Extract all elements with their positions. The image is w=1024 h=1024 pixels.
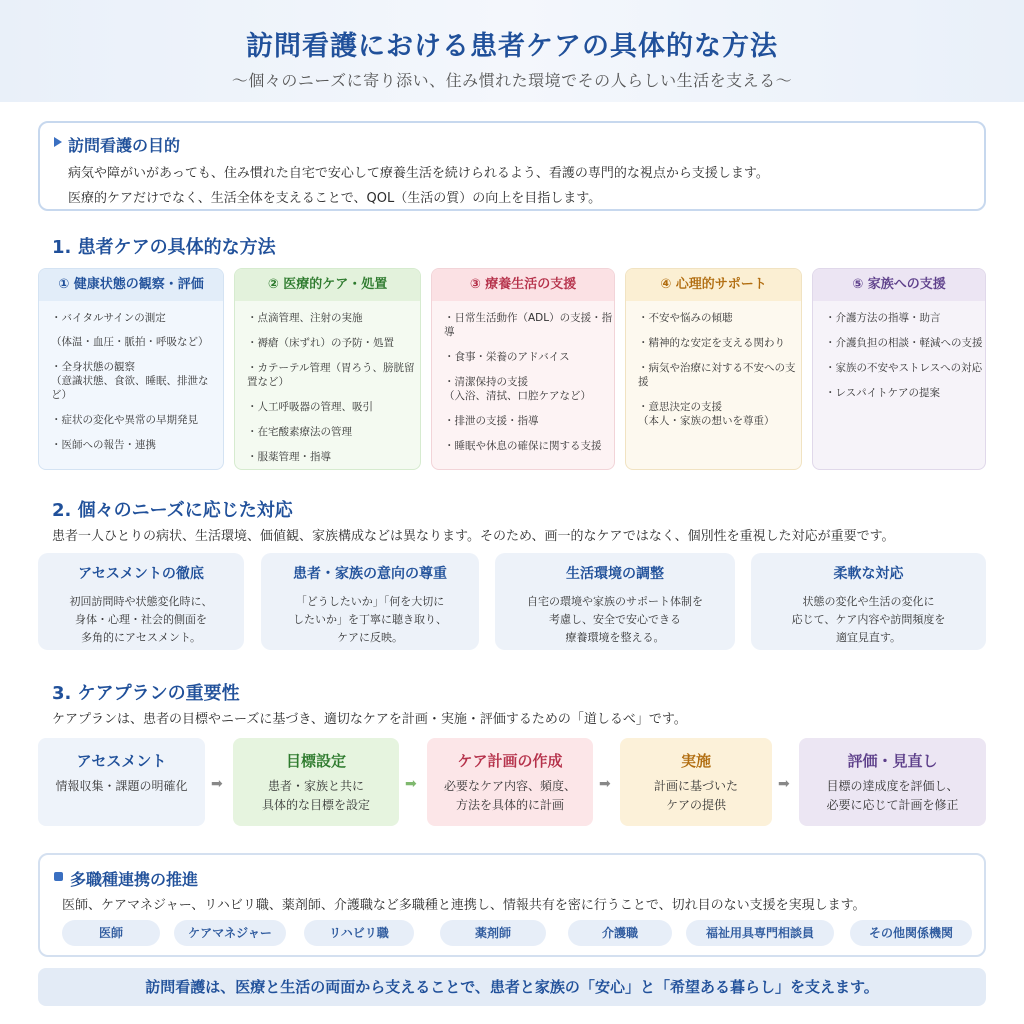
list-item: ・不安や悩みの傾聴	[638, 312, 733, 324]
step-title: 評価・見直し	[847, 752, 938, 770]
list-item: ・医師への報告・連携	[51, 439, 156, 451]
care-card-title: ⑤ 家族への支援	[813, 269, 985, 301]
role-pill: 医師	[62, 920, 160, 946]
care-card-title: ④ 心理的サポート	[626, 269, 801, 301]
list-item: ・服薬管理・指導	[247, 451, 331, 463]
care-card-1	[38, 268, 224, 470]
role-pill: リハビリ職	[304, 920, 414, 946]
list-item: ・カテーテル管理（胃ろう、膀胱留置など）	[247, 362, 415, 388]
purpose-box	[38, 121, 986, 211]
list-item: ・点滴管理、注射の実施	[247, 312, 363, 324]
need-card-1	[38, 553, 244, 650]
list-item: ・人工呼吸器の管理、吸引	[247, 401, 373, 413]
care-card-5	[812, 268, 986, 470]
section-2-title: 2. 個々のニーズに応じた対応	[52, 500, 293, 521]
need-card-2	[261, 553, 479, 650]
care-card-2	[234, 268, 421, 470]
list-item: ・全身状態の観察 （意識状態、食欲、睡眠、排泄など）	[51, 361, 209, 401]
list-item: ・在宅酸素療法の管理	[247, 426, 352, 438]
need-title: アセスメントの徹底	[78, 566, 204, 582]
section-2-desc: 患者一人ひとりの病状、生活環境、価値観、家族構成などは異なります。そのため、画一的なケアではなく、個別性を重視した対応が重要です。	[52, 529, 895, 544]
step-desc: 情報収集・課題の明確化	[55, 779, 188, 793]
need-title: 生活環境の調整	[566, 566, 664, 582]
plan-step-1	[38, 738, 205, 826]
arrow-right-icon: ➡	[778, 776, 790, 792]
list-item: ・レスパイトケアの提案	[825, 387, 940, 399]
step-title: アセスメント	[76, 752, 167, 770]
page-title: 訪問看護における患者ケアの具体的な方法	[246, 31, 778, 62]
care-card-list	[235, 301, 420, 464]
purpose-line-2: 医療的ケアだけでなく、生活全体を支えることで、QOL（生活の質）の向上を目指します。	[68, 191, 602, 206]
need-desc: 状態の変化や生活の変化に 応じて、ケア内容や訪問頻度を 適宜見直す。	[791, 595, 946, 644]
need-title: 患者・家族の意向の尊重	[293, 566, 447, 582]
list-item: ・病気や治療に対する不安への支援	[638, 362, 796, 388]
care-card-list	[432, 301, 614, 453]
need-desc: 自宅の環境や家族のサポート体制を 考慮し、安全で安心できる 療養環境を整える。	[527, 595, 703, 644]
section-3-desc: ケアプランは、患者の目標やニーズに基づき、適切なケアを計画・実施・評価するための「道しるべ」です。	[52, 712, 687, 727]
care-card-title: ② 医療的ケア・処置	[235, 269, 420, 301]
role-pill: 福祉用具専門相談員	[686, 920, 834, 946]
list-item: ・睡眠や休息の確保に関する支援	[444, 440, 602, 452]
header	[0, 0, 1024, 102]
step-desc: 目標の達成度を評価し、 必要に応じて計画を修正	[826, 779, 959, 812]
plan-step-4	[620, 738, 772, 826]
list-item: ・介護方法の指導・助言	[825, 312, 941, 324]
list-item: ・褥瘡（床ずれ）の予防・処置	[247, 337, 394, 349]
list-item: ・食事・栄養のアドバイス	[444, 351, 570, 363]
list-item: ・日常生活動作（ADL）の支援・指導	[444, 312, 613, 338]
step-title: 目標設定	[285, 752, 346, 770]
plan-step-5	[799, 738, 986, 826]
care-card-list	[39, 301, 223, 452]
step-title: ケア計画の作成	[457, 752, 563, 770]
purpose-line-1: 病気や障がいがあっても、住み慣れた自宅で安心して療養生活を続けられるよう、看護の専門的な視点から支援します。	[68, 166, 769, 181]
need-desc: 「どうしたいか」「何を大切に したいか」を丁寧に聴き取り、 ケアに反映。	[293, 595, 447, 644]
role-pill: ケアマネジャー	[174, 920, 286, 946]
page-subtitle: 〜個々のニーズに寄り添い、住み慣れた環境でその人らしい生活を支える〜	[231, 71, 793, 90]
care-card-3	[431, 268, 615, 470]
arrow-right-icon: ➡	[599, 776, 611, 792]
list-item: ・清潔保持の支援 （入浴、清拭、口腔ケアなど）	[444, 376, 591, 402]
list-item: ・バイタルサインの測定	[51, 312, 166, 324]
care-card-list	[626, 301, 801, 428]
need-card-3	[495, 553, 735, 650]
need-card-4	[751, 553, 986, 650]
list-item: ・家族の不安やストレスへの対応	[825, 362, 983, 374]
list-item: ・症状の変化や異常の早期発見	[51, 414, 198, 426]
role-pill: その他関係機関	[850, 920, 972, 946]
arrow-right-icon: ➡	[405, 776, 417, 792]
footer-message: 訪問看護は、医療と生活の両面から支えることで、患者と家族の「安心」と「希望ある暮らし」を支えます。	[38, 968, 986, 1006]
care-card-title: ① 健康状態の観察・評価	[39, 269, 223, 301]
plan-step-2	[233, 738, 399, 826]
role-pill: 介護職	[568, 920, 672, 946]
step-title: 実施	[680, 752, 711, 770]
list-item: ・排泄の支援・指導	[444, 415, 539, 427]
care-card-title: ③ 療養生活の支援	[432, 269, 614, 301]
triangle-icon	[54, 137, 62, 147]
list-item: （体温・血圧・脈拍・呼吸など）	[51, 336, 209, 348]
collaboration-box	[38, 853, 986, 957]
care-card-list	[813, 301, 985, 400]
plan-step-3	[427, 738, 593, 826]
collab-desc: 医師、ケアマネジャー、リハビリ職、薬剤師、介護職など多職種と連携し、情報共有を密に行うことで、切れ目のない支援を実現します。	[62, 898, 866, 913]
role-pill: 薬剤師	[440, 920, 546, 946]
need-title: 柔軟な対応	[833, 566, 904, 582]
arrow-right-icon: ➡	[211, 776, 223, 792]
section-3-title: 3. ケアプランの重要性	[52, 683, 240, 704]
care-card-4	[625, 268, 802, 470]
step-desc: 計画に基づいた ケアの提供	[653, 779, 738, 812]
collab-title: 多職種連携の推進	[70, 870, 199, 889]
step-desc: 必要なケア内容、頻度、 方法を具体的に計画	[443, 779, 576, 812]
need-desc: 初回訪問時や状態変化時に、 身体・心理・社会的側面を 多角的にアセスメント。	[69, 595, 213, 644]
bullet-icon	[54, 872, 63, 881]
step-desc: 患者・家族と共に 具体的な目標を設定	[261, 779, 370, 812]
list-item: ・意思決定の支援 （本人・家族の想いを尊重）	[638, 401, 775, 427]
list-item: ・介護負担の相談・軽減への支援	[825, 337, 983, 349]
list-item: ・精神的な安定を支える関わり	[638, 337, 785, 349]
purpose-title: 訪問看護の目的	[68, 136, 181, 155]
section-1-title: 1. 患者ケアの具体的な方法	[52, 237, 276, 258]
